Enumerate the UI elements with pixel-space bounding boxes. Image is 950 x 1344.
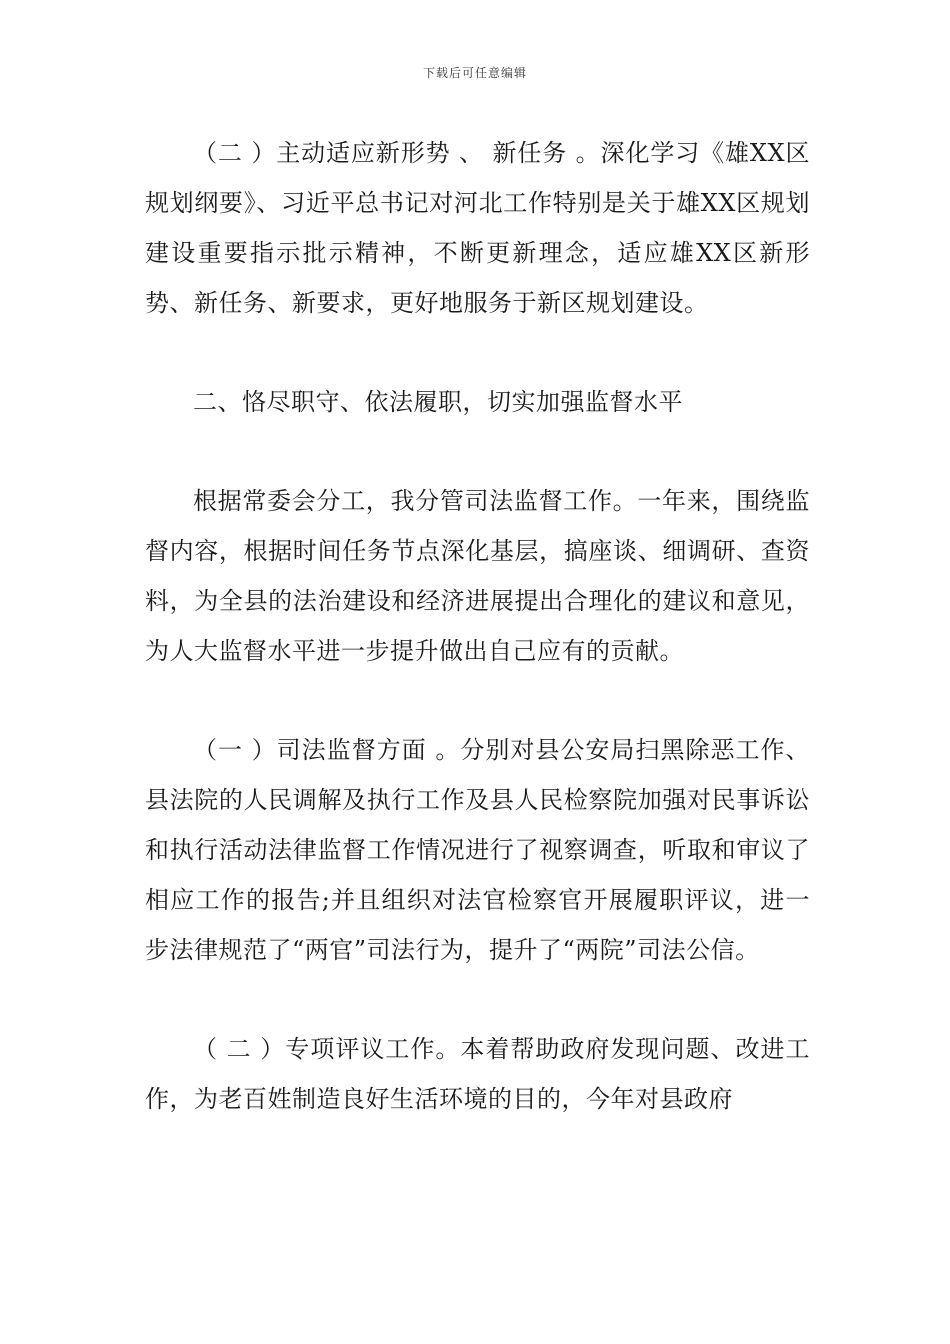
paragraph-judicial-supervision: （一 ）司法监督方面 。分别对县公安局扫黑除恶工作、县法院的人民调解及执行工作及县人民检察院加强对民事诉讼和执行活动法律监督工作情况进行了视察调查，听取和审议了相应工作的报告;并且组织对法官检察官开展履职评议，进一步法律规范了“两官”司法行为，提升了“两院”司法公信。 bbox=[145, 736, 810, 964]
page-header-note: 下载后可任意编辑 bbox=[422, 66, 527, 80]
section-heading-supervision: 二、恪尽职守、依法履职，切实加强监督水平 bbox=[193, 388, 683, 416]
paragraph-adapt-new-situation: （二 ）主动适应新形势 、 新任务 。深化学习《雄XX区规划纲要》、习近平总书记对河北工作特别是关于雄XX区规划建设重要指示批示精神，不断更新理念，适应雄XX区新形势、新任务、新要求，更好地服务于新区规划建设。 bbox=[145, 139, 810, 317]
document-body bbox=[145, 128, 810, 1124]
paragraph-spacer bbox=[145, 328, 810, 377]
paragraph-special-review: （ 二 ）专项评议工作。本着帮助政府发现问题、改进工作，为老百姓制造良好生活环境的目的，今年对县政府 bbox=[145, 1035, 810, 1113]
paragraph-spacer bbox=[145, 676, 810, 725]
paragraph-judicial-oversight-overview: 根据常委会分工，我分管司法监督工作。一年来，围绕监督内容，根据时间任务节点深化基层，搞座谈、细调研、查资料，为全县的法治建设和经济进展提出合理化的建议和意见，为人大监督水平进一步提升做出自己应有的贡献。 bbox=[145, 487, 810, 665]
paragraph-spacer bbox=[145, 975, 810, 1024]
paragraph-spacer bbox=[145, 427, 810, 476]
